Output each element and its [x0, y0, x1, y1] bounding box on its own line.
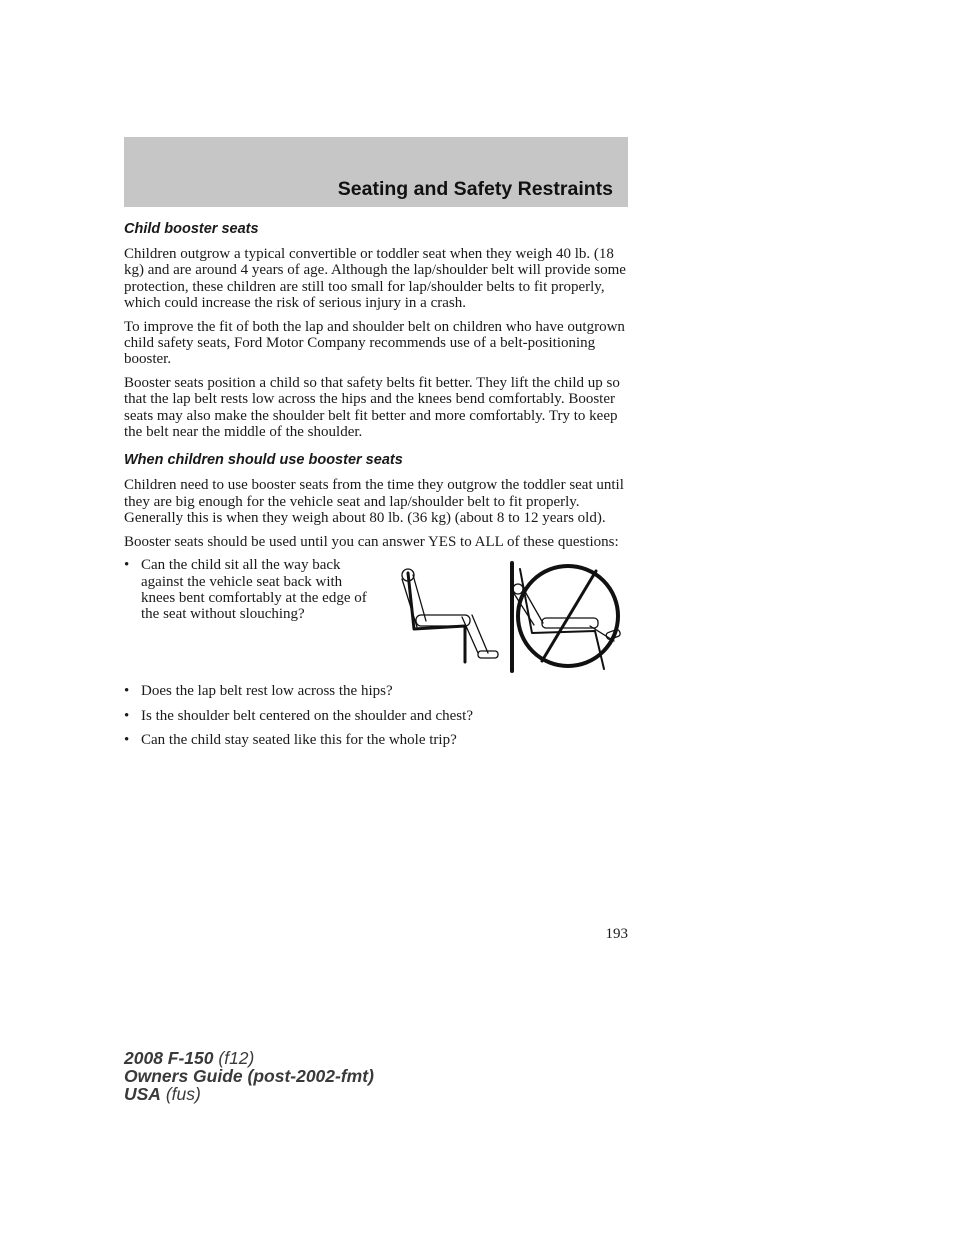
document-footer: [124, 1049, 374, 1103]
bullet-item: [124, 708, 628, 724]
bullet-item: [124, 557, 376, 623]
bullet-text: Does the lap belt rest low across the hips?: [141, 683, 393, 700]
bullet-text: Is the shoulder belt centered on the shoulder and chest?: [141, 707, 473, 724]
bullet-text: Can the child stay seated like this for the whole trip?: [141, 731, 457, 748]
paragraph: Booster seats should be used until you can answer YES to ALL of these questions:: [124, 533, 619, 550]
footer-line-model: 2008 F-150 (f12): [124, 1048, 255, 1068]
bullet-dot: •: [124, 707, 130, 724]
bullet-dot: •: [124, 557, 130, 574]
footer-line-guide: Owners Guide (post-2002-fmt): [124, 1066, 374, 1086]
paragraph: To improve the fit of both the lap and shoulder belt on children who have outgrown child safety seats, Ford Motor Company recommends use of a belt-positioning booster.: [124, 318, 625, 368]
booster-seat-fit-illustration: [392, 559, 628, 673]
heading-child-booster-seats: Child booster seats: [124, 221, 259, 237]
paragraph: Children outgrow a typical convertible or toddler seat when they weigh 40 lb. (18 kg) and are around 4 years of age. Although the lap/shoulder belt will provide some protection, these children are still too small for lap/shoulder belts to fit properly, which could increase the risk of serious injury in a crash.: [124, 246, 626, 312]
section-header-band: [124, 137, 628, 207]
page-number: 193: [605, 926, 628, 942]
footer-line-region: USA (fus): [124, 1084, 201, 1104]
bullet-item: [124, 683, 628, 699]
bullet-text: Can the child sit all the way back against the vehicle seat back with knees bent comfortably at the edge of the seat without slouching?: [141, 557, 367, 623]
bullet-dot: •: [124, 683, 130, 700]
paragraph: Booster seats position a child so that safety belts fit better. They lift the child up so that the lap belt rests low across the hips and the knees bend comfortably. Booster seats may also make the shoulder belt fit better and more comfortably. Try to keep the belt near the middle of the shoulder.: [124, 374, 620, 441]
section-title: Seating and Safety Restraints: [337, 178, 613, 200]
bullet-with-illustration: [124, 557, 628, 683]
bullet-dot: •: [124, 731, 130, 748]
correct-posture-figure-icon: [402, 569, 498, 662]
incorrect-posture-figure-icon: [513, 566, 621, 669]
prohibition-slash: [542, 571, 596, 661]
bullet-item: [124, 732, 628, 748]
heading-when-to-use-boosters: When children should use booster seats: [124, 452, 403, 469]
page-content: [124, 220, 628, 756]
paragraph: Children need to use booster seats from the time they outgrow the toddler seat until they are big enough for the vehicle seat and lap/shoulder belt to fit properly. Generally this is when they weigh about 80 lb. (36 kg) (about 8 to 12 years old).: [124, 477, 624, 527]
